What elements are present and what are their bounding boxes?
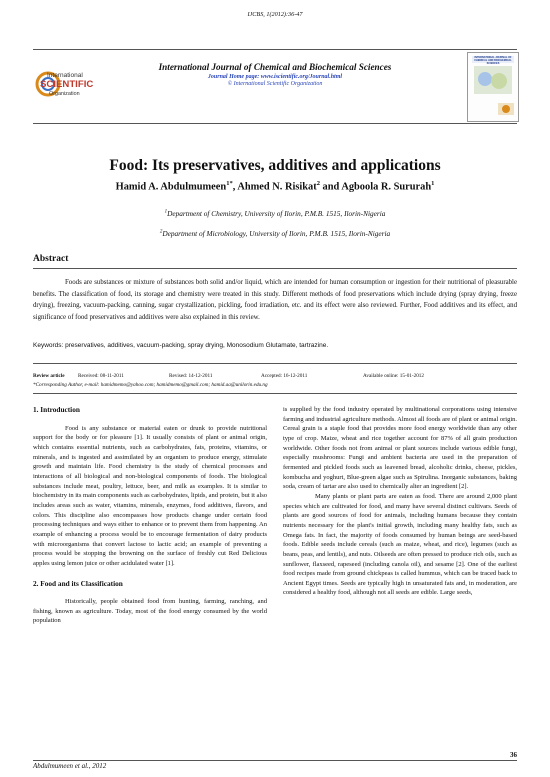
abstract-heading: Abstract [33, 254, 69, 264]
keywords-bottom-divider [33, 363, 517, 364]
paragraph: Food is any substance or material eaten or drunk to provide nutritional support for the body or for pleasure [1]. It usually consists of plant or animal origin, which contains essential nutrients, such as carbohydrates, fats, proteins, vitamins, or minerals, and is ingested and assimilated by an organism to produce energy, stimulate growth and maintain life. Food chemistry is the study of chemical processes and interactions of all biological and non-biological components of foods. The biological substances include meat, poultry, lettuce, beer, and milk as examples. It is similar to biochemistry in its main components such as carbohydrates, lipids, and protein, but it also includes areas such as water, vitamins, minerals, enzymes, food additives, flavors, and colors. This discipline also encompasses how products change under certain food processing techniques and ways either to enhance or to prevent them from happening. An example of enhancing a process would be to encourage fermentation of dairy products with microorganisms that convert lactose to lactic acid; an example of preventing a process would be stopping the browning on the surface of freshly cut Red Delicious apples using lemon juice or other acidulated water [1]. [33, 424, 267, 567]
author-3-sup: 1 [431, 180, 435, 187]
journal-title: International Journal of Chemical and Biochemical Sciences [158, 62, 392, 72]
abstract-top-divider [33, 268, 517, 269]
paragraph: Many plants or plant parts are eaten as food. There are around 2,000 plant species which are cultivated for food, and many have several distinct cultivars. Seeds of plants are good sources of food for animals, including humans because they contain nutrients necessary for the plant's initial growth, including many healthy fats, such as Omega fats. In fact, the majority of foods consumed by human beings are seed-based foods. Edible seeds include cereals (such as maize, wheat, and rice), legumes (such as beans, peas, and lentils), and nuts. Oilseeds are often pressed to produce rich oils, such as sunflower, flaxseed, rapeseed (including canola oil), and sesame [2]. One of the earliest food recipes made from ground chickpeas is called hummus, which can be traced back to Ancient Egypt times. Seeds are typically high in unsaturated fats and, in moderation, are considered a healthy food, although not all seeds are edible. Large seeds, [283, 492, 517, 597]
right-column [283, 405, 517, 598]
journal-cover-thumbnail [467, 52, 519, 122]
author-separator: , [232, 181, 238, 193]
journal-url[interactable]: Journal Home page: www.iscientific.org/Journal.html [207, 74, 343, 80]
cover-title: INTERNATIONAL JOURNAL OF CHEMICAL AND BIOCHEMICAL SCIENCES [474, 56, 512, 65]
paragraph: is supplied by the food industry operated by multinational corporations using intensive farming and industrial agriculture methods. Almost all foods are of plant or animal origin. Cereal grain is a staple food that provides more food energy worldwide than any other type of crop. Maize, wheat and rice together account for 87% of all grain production worldwide. Other foods not from animal or plant sources include various edible fungi, especially mushrooms: Fungi and ambient bacteria are used in the preparation of fermented and pickled foods such as leavened bread, alcoholic drinks, cheese, pickles, kombucha and yoghurt, Blue-green algae such as Spirulina. Inorganic substances, baking soda, cream of tartar are also used to chemically alter an ingredient [2]. [283, 406, 517, 491]
header-bottom-divider [33, 393, 517, 394]
affiliation-2-sup: 2 [159, 229, 163, 235]
author-3: Agboola R. Sururah [341, 181, 432, 193]
left-column [33, 405, 267, 626]
organization-logo [35, 67, 105, 101]
footer-authors: Abdulmumeen et al., 2012 [33, 762, 107, 770]
journal-header [33, 49, 517, 124]
author-list [0, 180, 550, 192]
running-head: IJCBS, 1(2012):36-47 [247, 11, 303, 18]
author-2-sup: 2 [316, 180, 320, 187]
received-date: Received: 08-11-2011 [78, 373, 124, 379]
author-1-sup: 1* [226, 180, 233, 187]
online-date: Available online: 15-01-2012 [363, 373, 424, 379]
author-separator: and [319, 181, 342, 193]
corresponding-author: *Corresponding Author, e-mail: hamidmemo@yahoo.com; hamidmemo@gmail.com; hamid.aa@unilorin.edu.ng [33, 382, 268, 388]
paragraph: Historically, people obtained food from hunting, farming, ranching, and fishing, known as agriculture. Today, most of the food energy consumed by the world population [33, 598, 267, 625]
logo-line-3: Organization [49, 91, 80, 97]
logo-line-2: SCIENTIFIC [40, 79, 94, 90]
section-heading: 1. Introduction [33, 405, 80, 414]
section-heading: 2. Food and its Classification [33, 578, 123, 588]
logo-icon [35, 67, 105, 101]
page-number: 36 [510, 751, 517, 759]
affiliation-2-text: Department of Microbiology, University of Ilorin, P.M.B. 1515, Ilorin-Nigeria [162, 229, 391, 238]
author-1: Hamid A. Abdulmumeen [115, 181, 227, 193]
affiliation-2 [0, 229, 550, 238]
affiliation-1-text: Department of Chemistry, University of Ilorin, P.M.B. 1515, Ilorin-Nigeria [167, 209, 386, 218]
article-type: Review article [33, 373, 65, 379]
affiliation-1 [0, 209, 550, 218]
logo-line-1: International [47, 72, 83, 79]
author-2: Ahmed N. Risikat [237, 181, 317, 193]
keywords: Keywords: preservatives, additives, vacuum-packing, spray drying, Monosodium Glutamate, tartrazine. [33, 342, 329, 349]
accepted-date: Accepted: 16-12-2011 [261, 373, 308, 379]
paper-title: Food: Its preservatives, additives and applications [109, 157, 441, 174]
affiliation-1-sup: 1 [164, 209, 168, 215]
revised-date: Revised: 14-12-2011 [169, 373, 213, 379]
journal-copyright: © International Scientific Organization [227, 81, 323, 87]
review-dates [33, 373, 517, 382]
footer-divider [33, 760, 517, 761]
abstract-text: Foods are substances or mixture of substances both solid and/or liquid, which are intended for human consumption or ingestion for their nutritional of pleasurable benefits. The classification of food, its storage and chemistry were treated in this study. Different methods of food preservations which include drying (spray drying, freeze drying), freezing, vacuum-packing, canning, sugar crystallization, pickling, food irradiation, etc. and its effect were also reviewed. Further, Food additives and its effect, and significance of food preservatives and additives were also explained in this review. [33, 279, 517, 321]
